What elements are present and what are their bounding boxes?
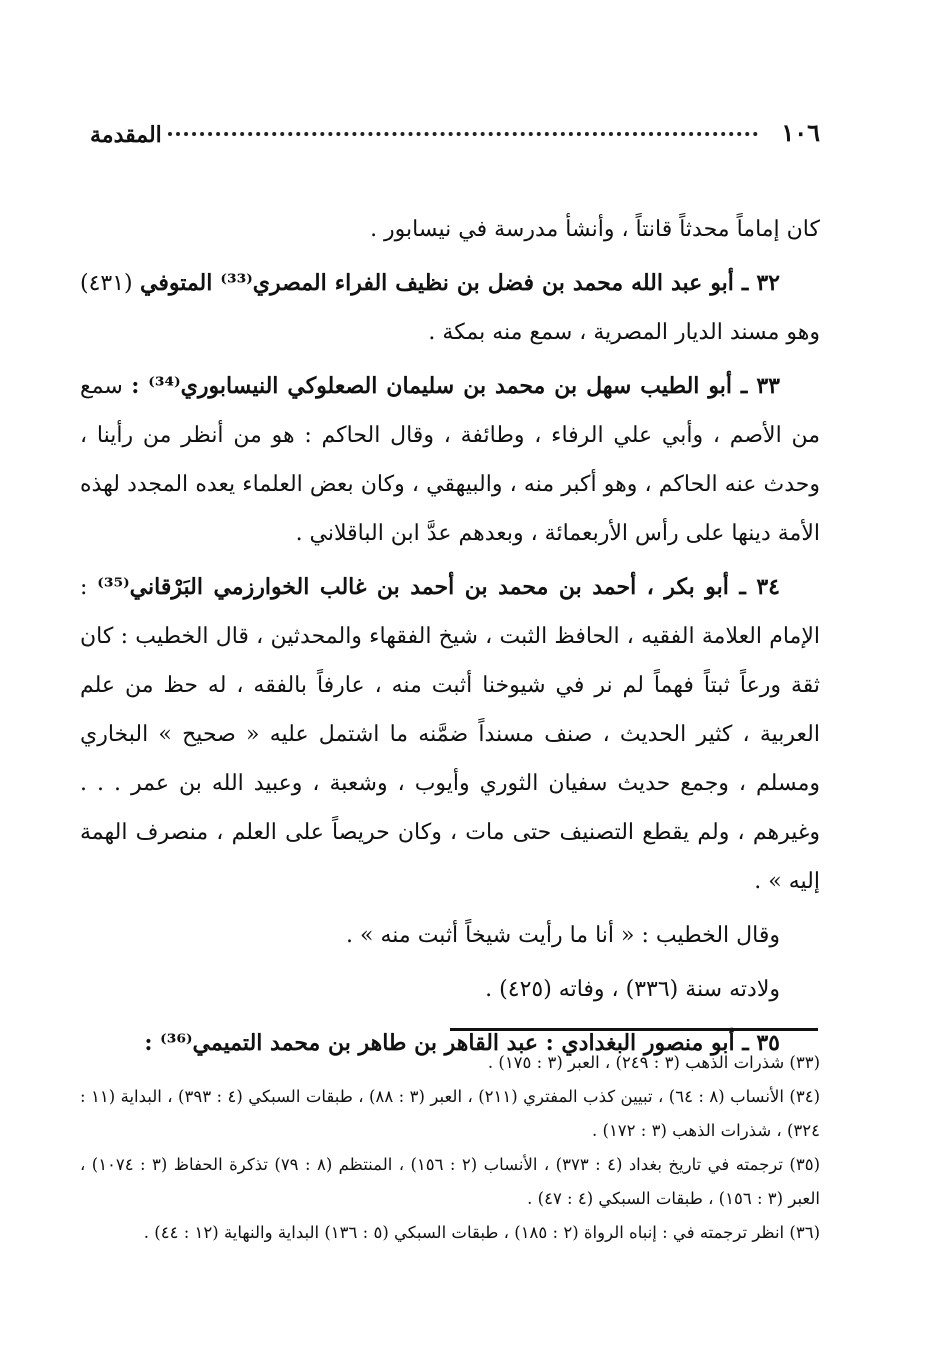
page-number: ١٠٦	[781, 118, 820, 147]
entry-34-dates: ولادته سنة (٣٣٦) ، وفاته (٤٢٥) .	[485, 977, 780, 1002]
entry-33	[80, 362, 820, 558]
footnote-35: (٣٥) ترجمته في تاريخ بغداد (٤ : ٣٧٣) ، الأنساب (٢ : ١٥٦) ، المنتظم (٨ : ٧٩) تذكرة الحفاظ (٣ : ١٠٧٤) ، العبر (٣ : ١٥٦) ، طبقات السبكي (٤ : ٤٧) .	[80, 1155, 820, 1208]
page-header	[88, 118, 820, 158]
main-text	[80, 205, 820, 1073]
entry-32-title: ٣٢ ـ أبو عبد الله محمد بن فضل بن نظيف الفراء المصري⁽³³⁾ المتوفي	[139, 270, 780, 296]
entry-33-title: ٣٣ ـ أبو الطيب سهل بن محمد بن سليمان الصعلوكي النيسابوري⁽³⁴⁾ :	[131, 373, 780, 399]
entry-33-text: سمع من الأصم ، وأبي علي الرفاء ، وطائفة ، وقال الحاكم : هو من أنظر من رأينا ، وحدث عنه الحاكم ، وهو أكبر منه ، والبيهقي ، وكان بعض العلماء يعده المجدد لهذه الأمة دينها على رأس الأربعمائة ، وبعدهم عدَّ ابن الباقلاني .	[80, 374, 820, 546]
entry-34-text: : الإمام العلامة الفقيه ، الحافظ الثبت ، شيخ الفقهاء والمحدثين ، قال الخطيب : كان ثقة ورعاً ثبتاً فهماً لم نر في شيوخنا أثبت منه ، عارفاً بالفقه ، له حظ من علم العربية ، كثير الحديث ، صنف مسنداً ضمَّنه ما اشتمل عليه « صحيح » البخاري ومسلم ، وجمع حديث سفيان الثوري وأيوب ، وشعبة ، وعبيد الله بن عمر . . . وغيرهم ، ولم يقطع التصنيف حتى مات ، وكان حريصاً على العلم ، منصرف الهمة إليه » .	[80, 575, 820, 894]
paragraph-intro: كان إماماً محدثاً قانتاً ، وأنشأ مدرسة في نيسابور .	[370, 217, 820, 242]
footnote-34: (٣٤) الأنساب (٨ : ٦٤) ، تبيين كذب المفتري (٢١١) ، العبر (٣ : ٨٨) ، طبقات السبكي (٤ : ٣٩٣) ، البداية (١١ : ٣٢٤) ، شذرات الذهب (٣ : ١٧٢) .	[80, 1087, 821, 1140]
entry-34	[80, 563, 820, 906]
entry-35-title: ٣٥ ـ أبو منصور البغدادي : عبد القاهر بن طاهر بن محمد التميمي⁽³⁶⁾ :	[144, 1030, 780, 1056]
header-dot-leader	[168, 132, 758, 136]
entry-32	[80, 259, 820, 357]
entry-34-quote: وقال الخطيب : « أنا ما رأيت شيخاً أثبت منه » .	[346, 923, 780, 948]
entry-32-text: (٤٣١) وهو مسند الديار المصرية ، سمع منه بمكة .	[80, 271, 820, 345]
section-title: المقدمة	[90, 122, 162, 148]
footnote-33: (٣٣) شذرات الذهب (٣ : ٢٤٩) ، العبر (٣ : ١٧٥) .	[487, 1053, 820, 1072]
footnote-36: (٣٦) انظر ترجمته في : إنباه الرواة (٢ : ١٨٥) ، طبقات السبكي (٥ : ١٣٦) البداية والنهاية (١٢ : ٤٤) .	[143, 1223, 820, 1242]
footnotes	[80, 1046, 820, 1250]
footnote-separator	[450, 1028, 818, 1031]
entry-34-title: ٣٤ ـ أبو بكر ، أحمد بن محمد بن أحمد بن غالب الخوارزمي البَرْقاني⁽³⁵⁾	[97, 574, 780, 600]
